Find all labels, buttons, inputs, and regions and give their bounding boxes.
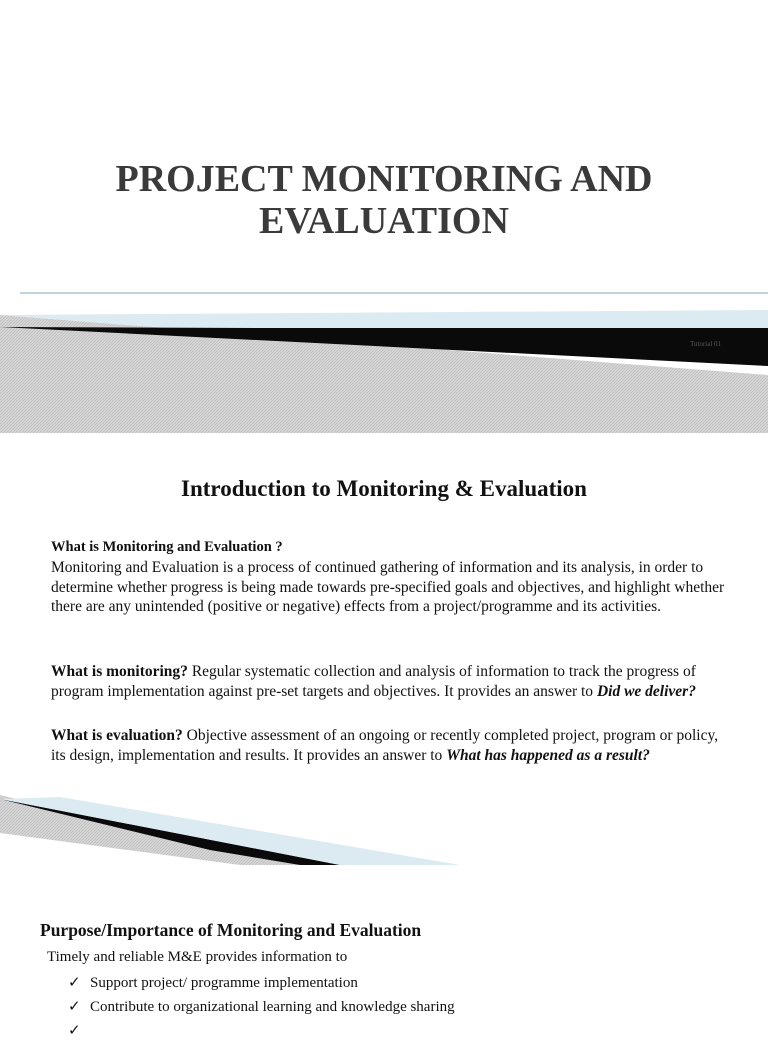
slide-2 bbox=[0, 433, 768, 865]
slide-title bbox=[0, 158, 768, 242]
list-item bbox=[68, 973, 358, 992]
list-item-label: Support project/ programme implementation bbox=[90, 975, 358, 991]
slide-title-line-2: EVALUATION bbox=[259, 200, 509, 242]
evaluation-term: What is evaluation? bbox=[51, 727, 183, 744]
slide-title: Introduction to Monitoring & Evaluation bbox=[181, 476, 587, 501]
question-heading: What is Monitoring and Evaluation ? bbox=[51, 539, 283, 555]
monitoring-answer: Did we deliver? bbox=[596, 682, 696, 700]
monitoring-text: Regular systematic collection and analysis of information to track the progress of program implementation against pre-set targets and objectives. It provides an answer to bbox=[51, 663, 696, 700]
monitoring-paragraph bbox=[51, 662, 731, 701]
monitoring-term: What is monitoring? bbox=[51, 663, 188, 680]
checkmark-icon: ✓ bbox=[68, 975, 81, 991]
slide-footer: Tutorial 01 bbox=[690, 340, 722, 348]
definition-paragraph: Monitoring and Evaluation is a process of continued gathering of information and its analysis, in order to determine whether progress is being made towards pre-specified goals and objectives, and highlight whether there are any unintended (positive or negative) effects from a project/programme and its activities. bbox=[51, 559, 725, 615]
list-item bbox=[68, 997, 455, 1016]
slide-1 bbox=[0, 0, 768, 433]
slide-title-line-1: PROJECT MONITORING AND bbox=[115, 158, 653, 200]
evaluation-paragraph bbox=[51, 726, 731, 765]
decorative-stripe-band bbox=[0, 280, 768, 433]
list-item-label: Contribute to organizational learning and knowledge sharing bbox=[90, 999, 455, 1015]
evaluation-text: Objective assessment of an ongoing or recently completed project, program or policy, its design, implementation and results. It provides an answer to bbox=[51, 727, 719, 764]
checkmark-icon: ✓ bbox=[68, 999, 81, 1015]
checkmark-icon: ✓ bbox=[68, 1023, 81, 1039]
slide-3 bbox=[0, 865, 768, 1039]
list-item bbox=[68, 1021, 90, 1040]
slide-title: Purpose/Importance of Monitoring and Evaluation bbox=[40, 920, 422, 940]
decorative-stripe-band bbox=[0, 763, 768, 865]
evaluation-answer: What has happened as a result? bbox=[446, 746, 650, 764]
intro-text: Timely and reliable M&E provides information to bbox=[47, 949, 348, 965]
